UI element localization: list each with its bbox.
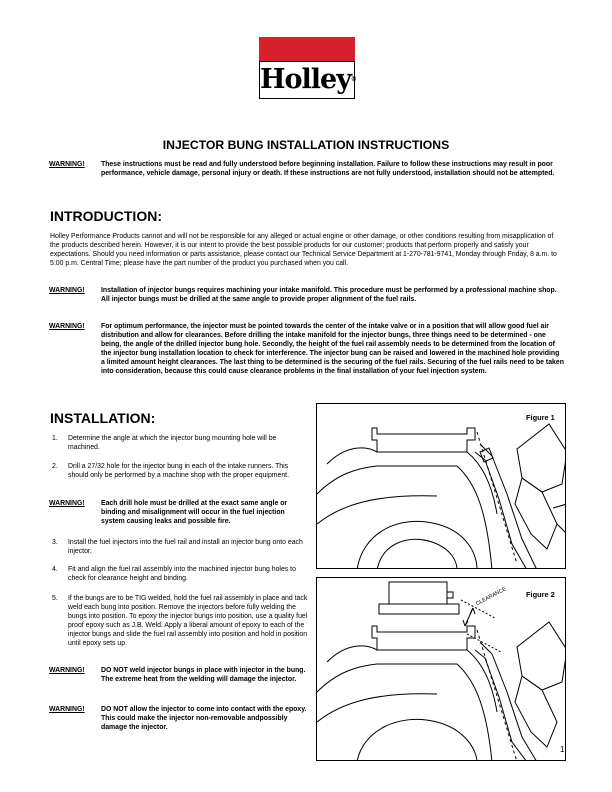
figure-2-illustration (317, 578, 566, 761)
logo-registered-mark: ® (350, 76, 356, 83)
page-number: 1 (560, 745, 565, 754)
warning-text: DO NOT allow the injector to come into contact with the epoxy. This could make the injector non-removable andpossibly damage the injector. (101, 706, 307, 731)
step-text: Install the fuel injectors into the fuel rail and install an injector bung onto each injector. (68, 539, 303, 555)
step-number: 1. (52, 435, 58, 442)
figure-1-illustration (317, 404, 566, 569)
page-title: INJECTOR BUNG INSTALLATION INSTRUCTIONS (162, 138, 450, 152)
logo-wordmark-box (259, 61, 355, 99)
warning-label: WARNING! (49, 500, 85, 507)
step-number: 5. (52, 595, 58, 602)
installation-heading: INSTALLATION: (50, 410, 156, 426)
step-number: 4. (52, 566, 58, 573)
figure-1-label: Figure 1 (526, 413, 555, 422)
warning-text: For optimum performance, the injector must be pointed towards the center of the intake valve or in a position that will allow good fuel air distribution and allow for clearances. Before drilling the intake manifold for the injector bungs, three things need to be determined - one being, the angle of the drilled injector bung hole. Secondly, the height of the fuel rail assembly needs to be determined from the location of the injector bung installation location to check for interference. The injector bung can be raised and lowered in the machined hole providing a limited amount height clearances. The last thing to be determined is the securing of the fuel rails. Securing of the fuel rails need to be taken into consideration, because this could cause clearance problems in the final installation of your fuel injection system. (101, 323, 564, 375)
logo-red-bar (259, 37, 355, 61)
warning-label: WARNING! (49, 287, 85, 294)
step-number: 3. (52, 539, 58, 546)
warning-text: Installation of injector bungs requires machining your intake manifold. This procedure must be performed by a professional machine shop. All injector bungs must be drilled at the same angle to provide proper alignment of the fuel rails. (101, 287, 557, 303)
warning-label: WARNING! (49, 667, 85, 674)
step-text: If the bungs are to be TIG welded, hold the fuel rail assembly in place and tack weld each bung into position. Remove the injectors before fully welding the bungs into position. To epoxy the injector bungs into position, use a quality fuel proof epoxy such as J.B. Weld. Apply a liberal amount of epoxy to each of the injector bungs and slide the fuel rail assembly into position and hold in position until epoxy sets up. (68, 595, 308, 647)
warning-label: WARNING! (49, 706, 85, 713)
warning-label: WARNING! (49, 161, 85, 168)
figure-1 (316, 403, 566, 569)
step-text: Determine the angle at which the injector bung mounting hole will be machined. (68, 435, 277, 451)
warning-text: These instructions must be read and fully understood before beginning installation. Failure to follow these instructions may result in poor performance, vehicle damage, personal injury or death. If these instructions are not fully understood, installation should not be attempted. (101, 161, 555, 177)
warning-label: WARNING! (49, 323, 85, 330)
warning-text: Each drill hole must be drilled at the exact same angle or binding and misalignment will occur in the fuel injection system causing leaks and possible fire. (101, 500, 288, 525)
step-number: 2. (52, 463, 58, 470)
step-text: Drill a 27/32 hole for the injector bung in each of the intake runners. This should only be performed by a machine shop with the proper equipment. (68, 463, 290, 479)
logo-wordmark: Holley (260, 64, 351, 95)
figure-2-label: Figure 2 (526, 590, 555, 599)
figure-2 (316, 577, 566, 761)
warning-text: DO NOT weld injector bungs in place with injector in the bung. The extreme heat from the welding will damage the injector. (101, 667, 306, 683)
introduction-paragraph: Holley Performance Products cannot and will not be responsible for any alleged or actual engine or other damage, or other conditions resulting from misapplication of the products described herein. However, it is our intent to provide the best possible products for our customer; products that perform properly and satisfy your expectations. Should you need information or parts assistance, please contact our Technical Service Department at 1-270-781-9741, Monday through Friday, 8 a.m. to 5:00 p.m. Central Time; please have the part number of the product you purchased when you call. (50, 233, 557, 267)
introduction-heading: INTRODUCTION: (50, 208, 162, 224)
clearance-callout: CLEARANCE (475, 586, 508, 608)
step-text: Fit and align the fuel rail assembly into the machined injector bung holes to check for clearance height and binding. (68, 566, 296, 582)
